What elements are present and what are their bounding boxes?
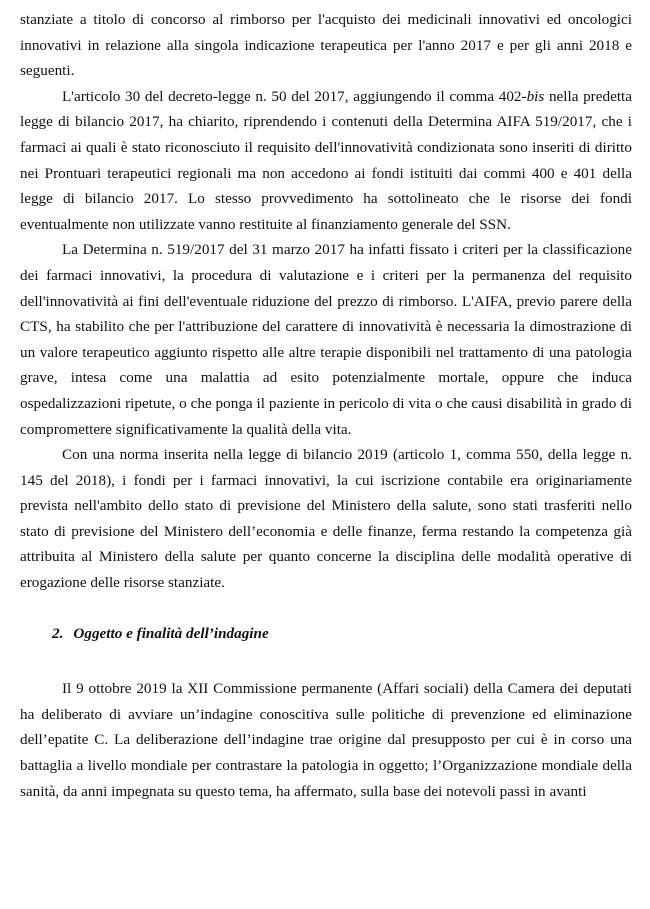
paragraph-articolo-30-italic: bis (526, 87, 545, 105)
document-body (20, 7, 632, 804)
paragraph-articolo-30 (20, 84, 632, 238)
section-number: 2. (52, 624, 64, 642)
paragraph-indagine: Il 9 ottobre 2019 la XII Commissione permanente (Affari sociali) della Camera dei deputati ha deliberato di avviare un’indagine conoscitiva sulle politiche di prevenzione ed eliminazione dell’epatite C. La deliberazione dell’indagine trae origine dal presupposto per cui è in corso una battaglia a livello mondiale per contrastare la patologia in oggetto; l’Organizzazione mondiale della sanità, da anni impegnata su questo tema, ha affermato, sulla base dei notevoli passi in avanti (20, 680, 632, 800)
paragraph-articolo-30-part-1: L'articolo 30 del decreto-legge n. 50 del 2017, aggiungendo il comma 402- (62, 87, 527, 105)
paragraph-determina: La Determina n. 519/2017 del 31 marzo 2017 ha infatti fissato i criteri per la classificazione dei farmaci innovativi, la procedura di valutazione e i criteri per la permanenza del requisito dell'innovatività ai fini dell'eventuale riduzione del prezzo di rimborso. L'AIFA, previo parere della CTS, ha stabilito che per l'attribuzione del carattere di innovatività è necessaria la dimostrazione di un valore terapeutico aggiunto rispetto alle altre terapie disponibili nel trattamento di una patologia grave, intesa come una malattia ad esito potenzialmente mortale, oppure che induca ospedalizzazioni ripetute, o che ponga il paziente in pericolo di vita o che causi disabilità in grado di compromettere significativamente la qualità della vita. (20, 241, 632, 438)
section-heading (20, 621, 632, 647)
paragraph-legge-bilancio-2019: Con una norma inserita nella legge di bilancio 2019 (articolo 1, comma 550, della legge n. 145 del 2018), i fondi per i farmaci innovativi, la cui iscrizione contabile era originariamente prevista nell'ambito dello stato di previsione del Ministero della salute, sono stati trasferiti nello stato di previsione del Ministero dell’economia e delle finanze, ferma restando la competenza già attribuita al Ministero della salute per quanto concerne la disciplina delle modalità operative di erogazione delle risorse stanziate. (20, 446, 632, 592)
paragraph-continuation: stanziate a titolo di concorso al rimborso per l'acquisto dei medicinali innovativi ed oncologici innovativi in relazione alla singola indicazione terapeutica per l'anno 2017 e per gli anni 2018 e seguenti. (20, 11, 632, 80)
section-title: Oggetto e finalità dell’indagine (73, 624, 269, 642)
paragraph-articolo-30-part-2: nella predetta legge di bilancio 2017, ha chiarito, riprendendo i contenuti della Determina AIFA 519/2017, che i farmaci ai quali è stato riconosciuto il requisito dell'innovatività condizionata sono inseriti di diritto nei Prontuari terapeutici regionali ma non accedono ai fondi istituiti dai commi 400 e 401 della legge di bilancio 2017. Lo stesso provvedimento ha sottolineato che le risorse dei fondi eventualmente non utilizzate vanno restituite al finanziamento generale del SSN. (20, 87, 632, 233)
